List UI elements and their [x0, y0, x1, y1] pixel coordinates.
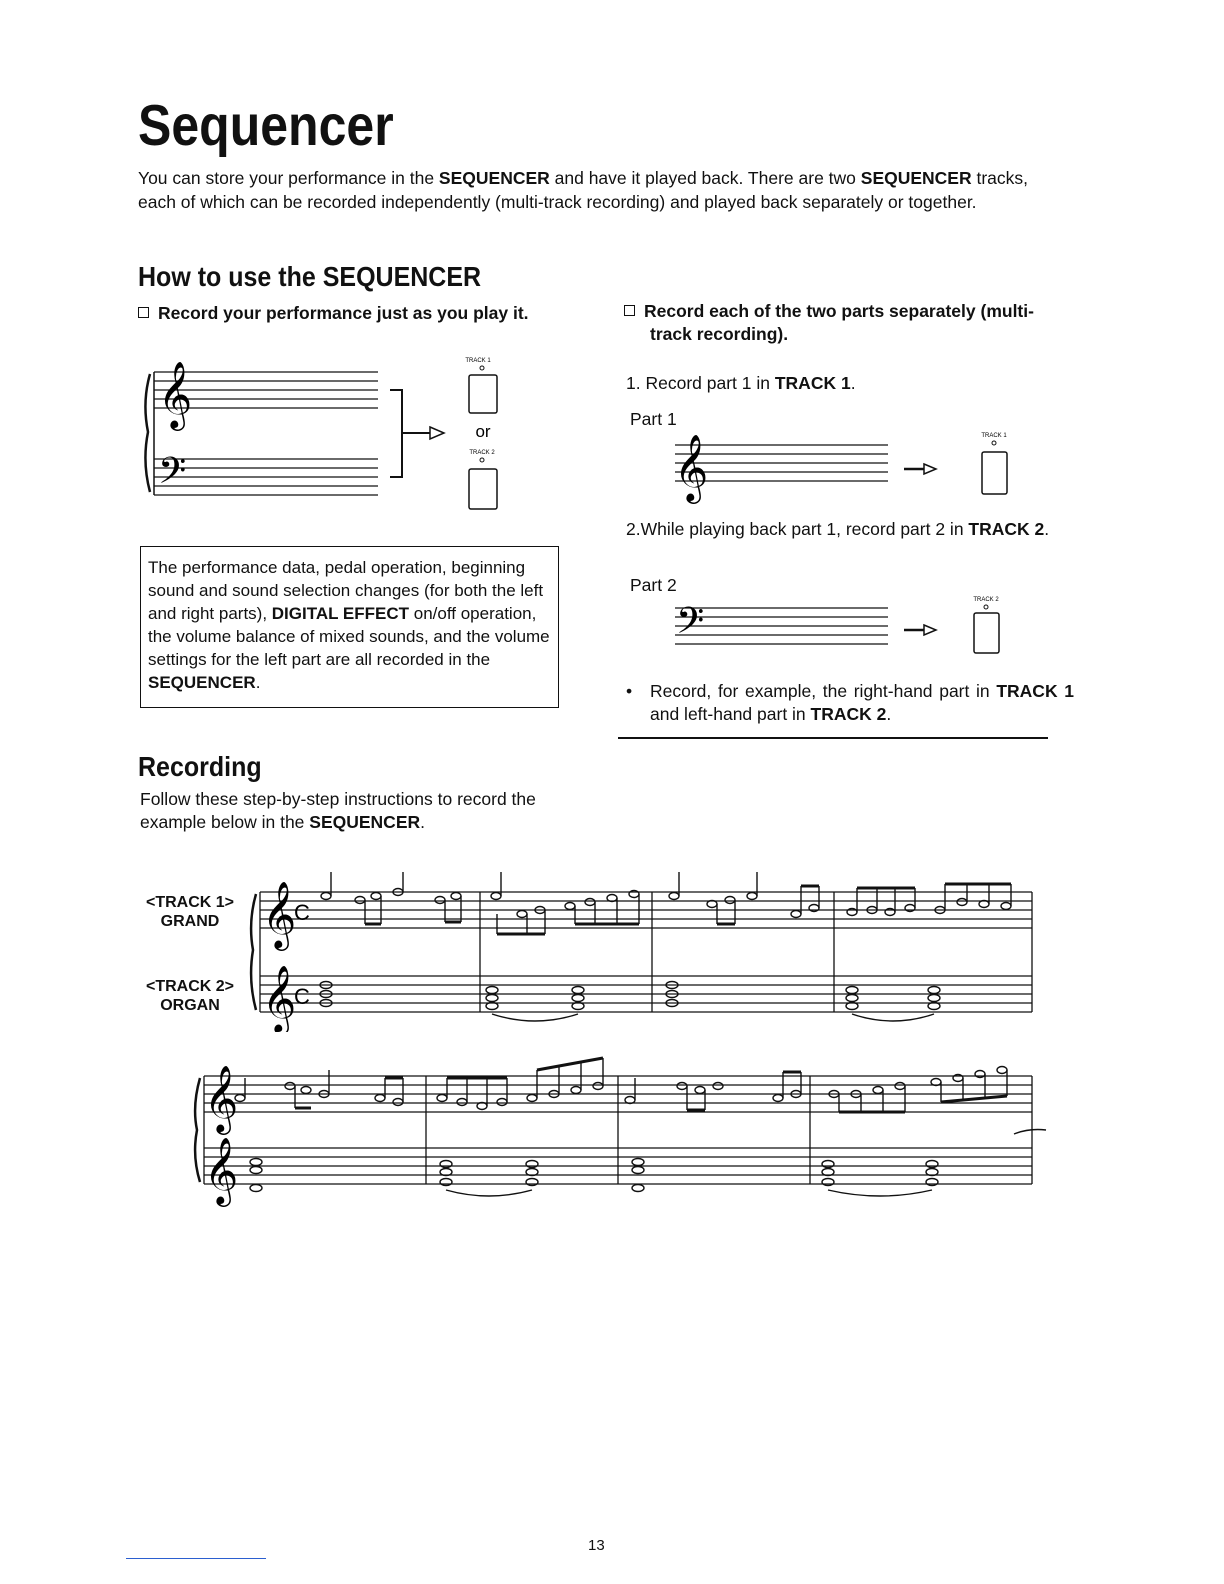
brace [145, 374, 150, 492]
track2-button-icon [469, 469, 497, 509]
part1-track-button-icon [982, 452, 1007, 494]
box-bold-1: DIGITAL EFFECT [271, 604, 410, 623]
track2-label-line2: ORGAN [160, 997, 220, 1014]
box-text-3: . [255, 673, 261, 692]
arrow-head-icon [924, 464, 936, 474]
treble-clef-icon: 𝄞 [262, 966, 297, 1031]
part1-led-icon [992, 441, 996, 445]
brace [195, 1078, 200, 1182]
part2-track-button-icon [974, 613, 999, 653]
page-title: Sequencer [138, 93, 394, 158]
info-box [140, 546, 559, 708]
track2-led-icon [480, 458, 484, 462]
track2-label [142, 977, 238, 1015]
part1-track-mini-label: TRACK 1 [981, 433, 1007, 439]
box-bold-2: SEQUENCER [148, 673, 256, 692]
score-system-2 [184, 1050, 1054, 1210]
box-text-1: The performance data, pedal operation, beginning sound and sound selection changes (for both the left and right parts), [148, 558, 544, 623]
step2-end: . [1044, 519, 1050, 539]
time-signature: C [294, 984, 310, 1009]
track2-mini-label: TRACK 2 [469, 450, 495, 456]
track1-mini-label: TRACK 1 [465, 358, 491, 364]
recording-heading: Recording [138, 752, 262, 783]
step2-bold: TRACK 2 [968, 519, 1045, 539]
track1-led-icon [480, 366, 484, 370]
grand-staff-diagram [140, 352, 530, 522]
how-to-heading: How to use the SEQUENCER [138, 262, 482, 293]
or-label: or [475, 422, 491, 441]
part2-led-icon [984, 605, 988, 609]
part2-track-mini-label: TRACK 2 [973, 597, 999, 603]
recording-text: Follow these step-by-step instructions to record the example below in the [140, 789, 536, 832]
arrow-head-icon [430, 427, 444, 439]
track2-label-line1: <TRACK 2> [145, 978, 235, 995]
bass-staff [154, 459, 378, 495]
bass-clef-icon: 𝄢 [158, 451, 187, 500]
part1-label: Part 1 [630, 409, 677, 429]
intro-bold-1: SEQUENCER [438, 168, 550, 188]
score-system-1 [240, 872, 1040, 1032]
note-text-1: Record, for example, the right-hand part in [650, 681, 997, 701]
intro-text-1: You can store your performance in the [138, 168, 439, 188]
step2-number: 2. [626, 519, 641, 539]
bullet-square-icon [138, 307, 149, 318]
step1-number: 1. [626, 373, 641, 393]
intro-bold-2: SEQUENCER [860, 168, 972, 188]
treble-clef-icon: 𝄞 [674, 435, 709, 500]
lower-notes-1 [320, 982, 940, 1022]
left-bullet-text: Record your performance just as you play it. [158, 303, 529, 323]
example-note [626, 680, 1074, 726]
treble-clef-icon: 𝄞 [204, 1138, 239, 1203]
bracket-arrow [390, 390, 436, 477]
right-bullet-text: Record each of the two parts separately (multi-track recording). [644, 301, 1034, 344]
step-2 [626, 518, 1050, 541]
part1-diagram [670, 425, 1030, 505]
treble-clef-icon: 𝄞 [204, 1066, 239, 1131]
part2-diagram [670, 588, 1030, 658]
part2-label: Part 2 [630, 575, 677, 595]
track1-label-line2: GRAND [160, 913, 220, 930]
time-signature: C [294, 900, 310, 925]
recording-bold: SEQUENCER [309, 812, 421, 832]
section-divider [618, 737, 1048, 739]
track1-button-icon [469, 375, 497, 413]
left-bullet [138, 302, 558, 325]
system1-lower-staff [260, 976, 1032, 1012]
treble-clef-icon: 𝄞 [262, 882, 297, 947]
recording-end: . [420, 812, 426, 832]
step1-end: . [850, 373, 856, 393]
note-bold-1: TRACK 1 [996, 681, 1074, 701]
note-text-3: . [886, 704, 892, 724]
step1-bold: TRACK 1 [774, 373, 851, 393]
right-bullet [624, 300, 1070, 346]
bullet-square-icon [624, 305, 635, 316]
box-text-2: on/off operation, the volume balance of mixed sounds, and the volume settings for the left part are all recorded in the [148, 604, 550, 669]
note-bold-2: TRACK 2 [810, 704, 887, 724]
track1-label [142, 893, 238, 931]
step1-text: Record part 1 in [645, 373, 775, 393]
recording-intro [140, 788, 580, 834]
treble-clef-icon: 𝄞 [158, 362, 193, 427]
step2-text: While playing back part 1, record part 2 in [640, 519, 969, 539]
arrow-head-icon [924, 625, 936, 635]
footer-line [126, 1558, 266, 1559]
step-1 [626, 372, 1046, 395]
upper-notes-1 [321, 872, 1011, 934]
intro-text-2: and have it played back. There are two [549, 168, 861, 188]
page-number: 13 [588, 1537, 605, 1554]
bass-clef-icon: 𝄢 [676, 601, 705, 650]
part2-staff [675, 608, 888, 644]
lower-notes-2 [250, 1159, 938, 1197]
track1-label-line1: <TRACK 1> [145, 894, 235, 911]
note-text-2: and left-hand part in [650, 704, 811, 724]
bullet-dot-icon: • [626, 681, 633, 701]
intro-paragraph [138, 166, 1052, 214]
intro-text-3: tracks, each of which can be recorded independently (multi-track recording) and played back separately or together. [138, 168, 1029, 212]
brace [251, 894, 256, 1010]
